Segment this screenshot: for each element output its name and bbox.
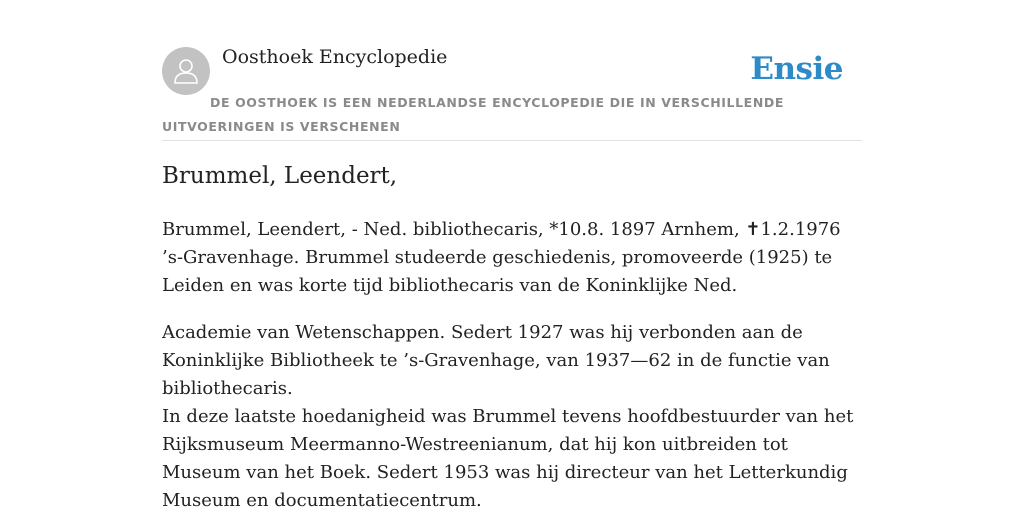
avatar[interactable] [162,47,210,95]
tagline: DE OOSTHOEK IS EEN NEDERLANDSE ENCYCLOPEDIE DIE IN VERSCHILLENDE UITVOERINGEN IS VERSCHENEN [162,95,784,134]
site-name-link[interactable]: Oosthoek Encyclopedie [222,46,448,68]
page-container [162,0,862,511]
brand-logo[interactable]: Ensie [750,51,843,87]
header [162,0,862,141]
article-title: Brummel, Leendert, [162,163,398,189]
user-silhouette-icon [171,56,201,86]
article-paragraph-3: In deze laatste hoedanigheid was Brummel tevens hoofdbestuurder van het Rijksmuseum Meermanno-Westreenianum, dat hij kon uitbreiden tot Museum van het Boek. Sedert 1953 was hij directeur van het Letterkundig Museum en documentatiecentrum. [162,406,854,511]
article-paragraph-1: Brummel, Leendert, - Ned. bibliothecaris, *10.8. 1897 Arnhem, ✝1.2.1976 ’s-Gravenhage. Brummel studeerde geschiedenis, promoveerde (1925) te Leiden en was korte tijd bibliothecaris van de Koninklijke Ned. [162,219,841,296]
article-paragraph-2: Academie van Wetenschappen. Sedert 1927 was hij verbonden aan de Koninklijke Bibliotheek te ’s-Gravenhage, van 1937—62 in de functie van bibliothecaris. [162,322,830,399]
